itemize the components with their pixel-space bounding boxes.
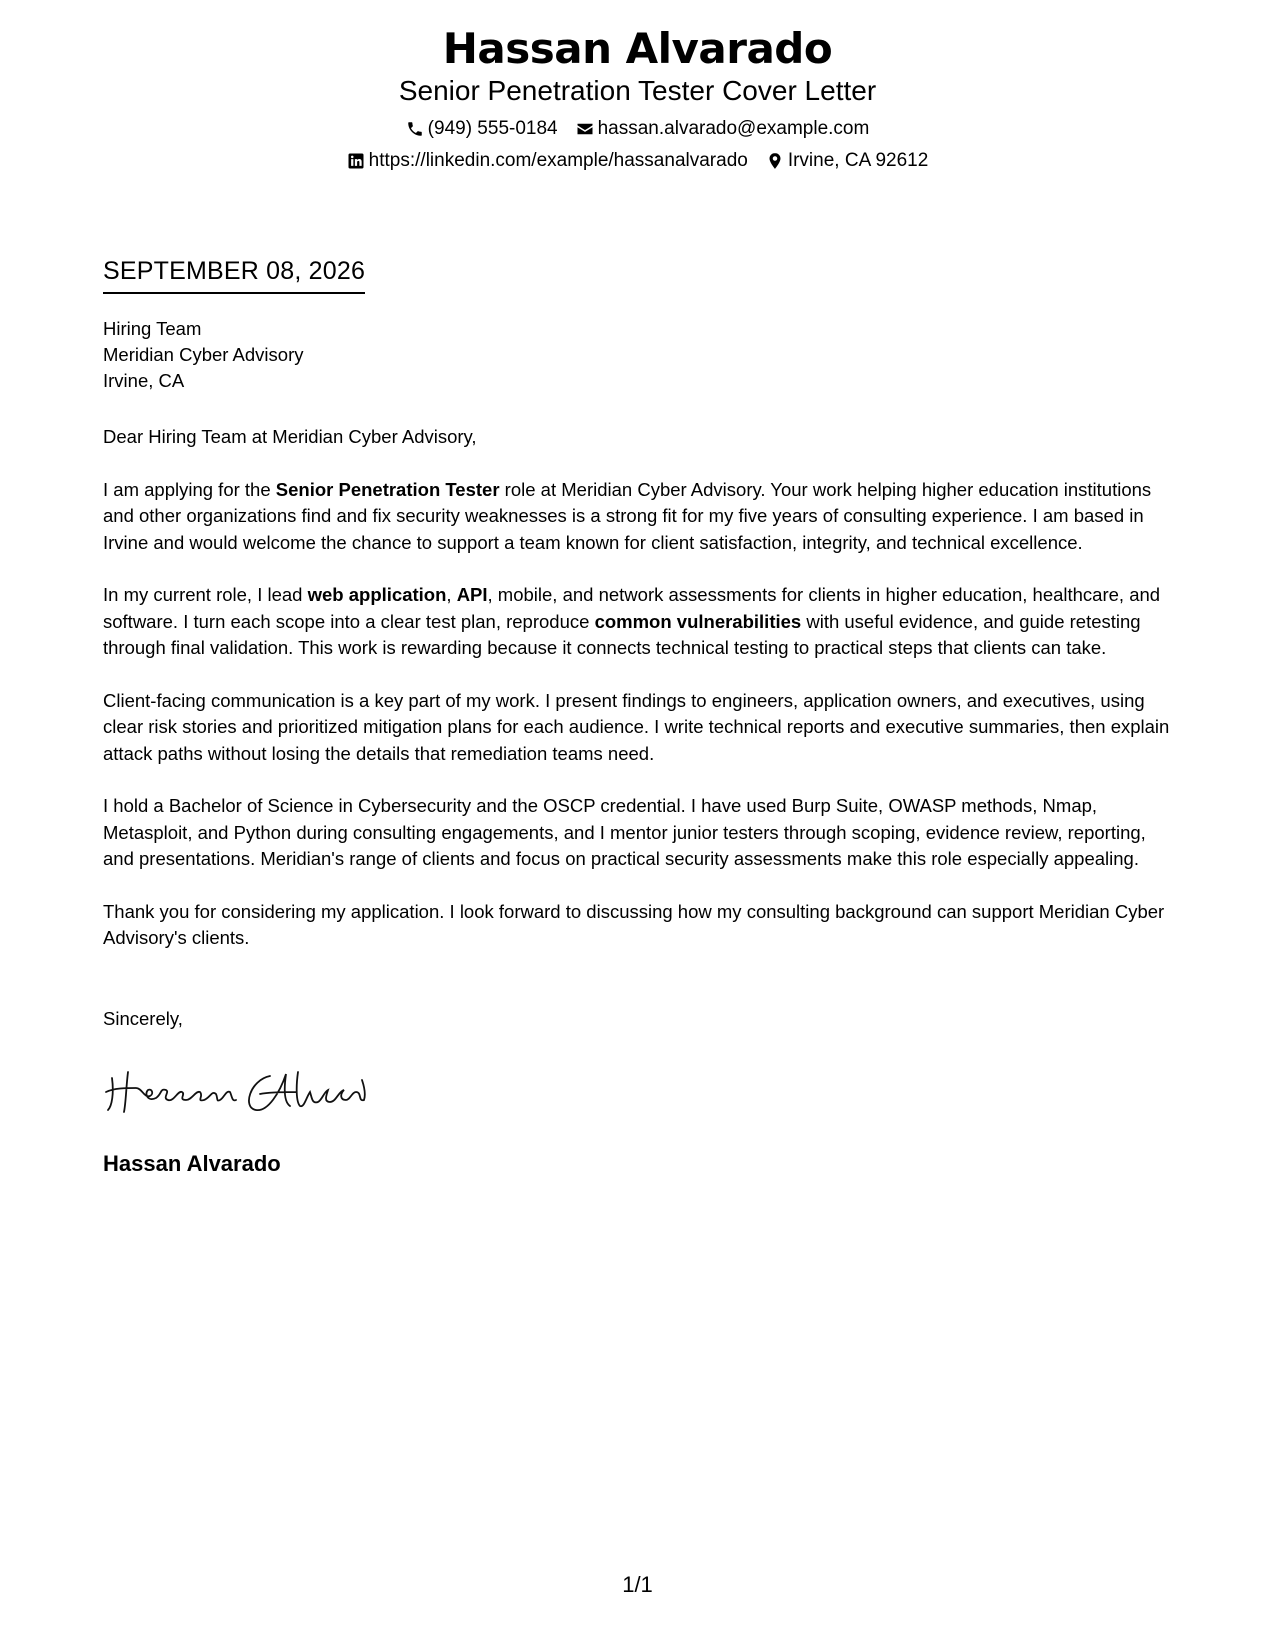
location-text: Irvine, CA 92612 <box>787 150 929 171</box>
linkedin-url: https://linkedin.com/example/hassanalvarado <box>368 150 748 171</box>
webapp-highlight: web application <box>307 584 447 605</box>
vulnerabilities-highlight: common vulnerabilities <box>594 610 802 632</box>
contact-row-secondary <box>0 150 1275 172</box>
envelope-icon <box>576 120 594 138</box>
recipient-line-1: Hiring Team <box>103 318 202 339</box>
linkedin-icon <box>347 152 365 170</box>
phone-icon <box>406 120 424 138</box>
page-number: 1/1 <box>622 1572 653 1597</box>
paragraph-intro: I am applying for the Senior Penetration Tester role at Meridian Cyber Advisory. Your work helping higher education institutions and other organizations find and fix security weaknesses is a strong fit for my five years of consulting experience. I am based in Irvine and would welcome the chance to support a team known for client satisfaction, integrity, and technical excellence. <box>103 478 1152 553</box>
applicant-name: Hassan Alvarado <box>442 24 833 73</box>
contact-phone <box>406 118 558 140</box>
email-address: hassan.alvarado@example.com <box>597 118 870 139</box>
salutation: Dear Hiring Team at Meridian Cyber Advisory, <box>103 426 477 447</box>
contact-location <box>766 150 928 172</box>
handwritten-signature <box>100 1058 370 1118</box>
paragraph-thanks: Thank you for considering my application. I look forward to discussing how my consulting background can support Meridian Cyber Advisory's clients. <box>103 900 1165 948</box>
recipient-line-2: Meridian Cyber Advisory <box>103 344 304 365</box>
map-pin-icon <box>766 152 784 170</box>
contact-email <box>576 118 870 140</box>
letter-date: SEPTEMBER 08, 2026 <box>103 256 365 294</box>
paragraph-communication: Client-facing communication is a key part of my work. I present findings to engineers, application owners, and executives, using clear risk stories and prioritized mitigation plans for each audience. I write technical reports and executive summaries, then explain attack paths without losing the details that remediation teams need. <box>103 689 1170 764</box>
paragraph-credentials: I hold a Bachelor of Science in Cybersecurity and the OSCP credential. I have used Burp Suite, OWASP methods, Nmap, Metasploit, and Python during consulting engagements, and I mentor junior testers through scoping, evidence review, reporting, and presentations. Meridian's range of clients and focus on practical security assessments make this role especially appealing. <box>103 795 1146 869</box>
recipient-line-3: Irvine, CA <box>103 370 185 391</box>
letter-body <box>103 424 1178 978</box>
contact-row-primary <box>0 118 1275 140</box>
closing-phrase: Sincerely, <box>103 1008 183 1029</box>
role-highlight: Senior Penetration Tester <box>275 478 500 500</box>
api-highlight: API <box>456 584 488 605</box>
letter-header <box>0 22 1275 172</box>
paragraph-current-role: In my current role, I lead web application, API, mobile, and network assessments for clients in higher education, healthcare, and software. I turn each scope into a clear test plan, reproduce common vulnerabilities with useful evidence, and guide retesting through final validation. This work is rewarding because it connects technical testing to practical steps that clients can take. <box>103 584 1161 658</box>
phone-number: (949) 555-0184 <box>427 118 558 139</box>
document-subtitle: Senior Penetration Tester Cover Letter <box>398 75 877 106</box>
recipient-block <box>103 316 304 394</box>
contact-linkedin <box>347 150 748 172</box>
signed-name: Hassan Alvarado <box>103 1151 281 1176</box>
